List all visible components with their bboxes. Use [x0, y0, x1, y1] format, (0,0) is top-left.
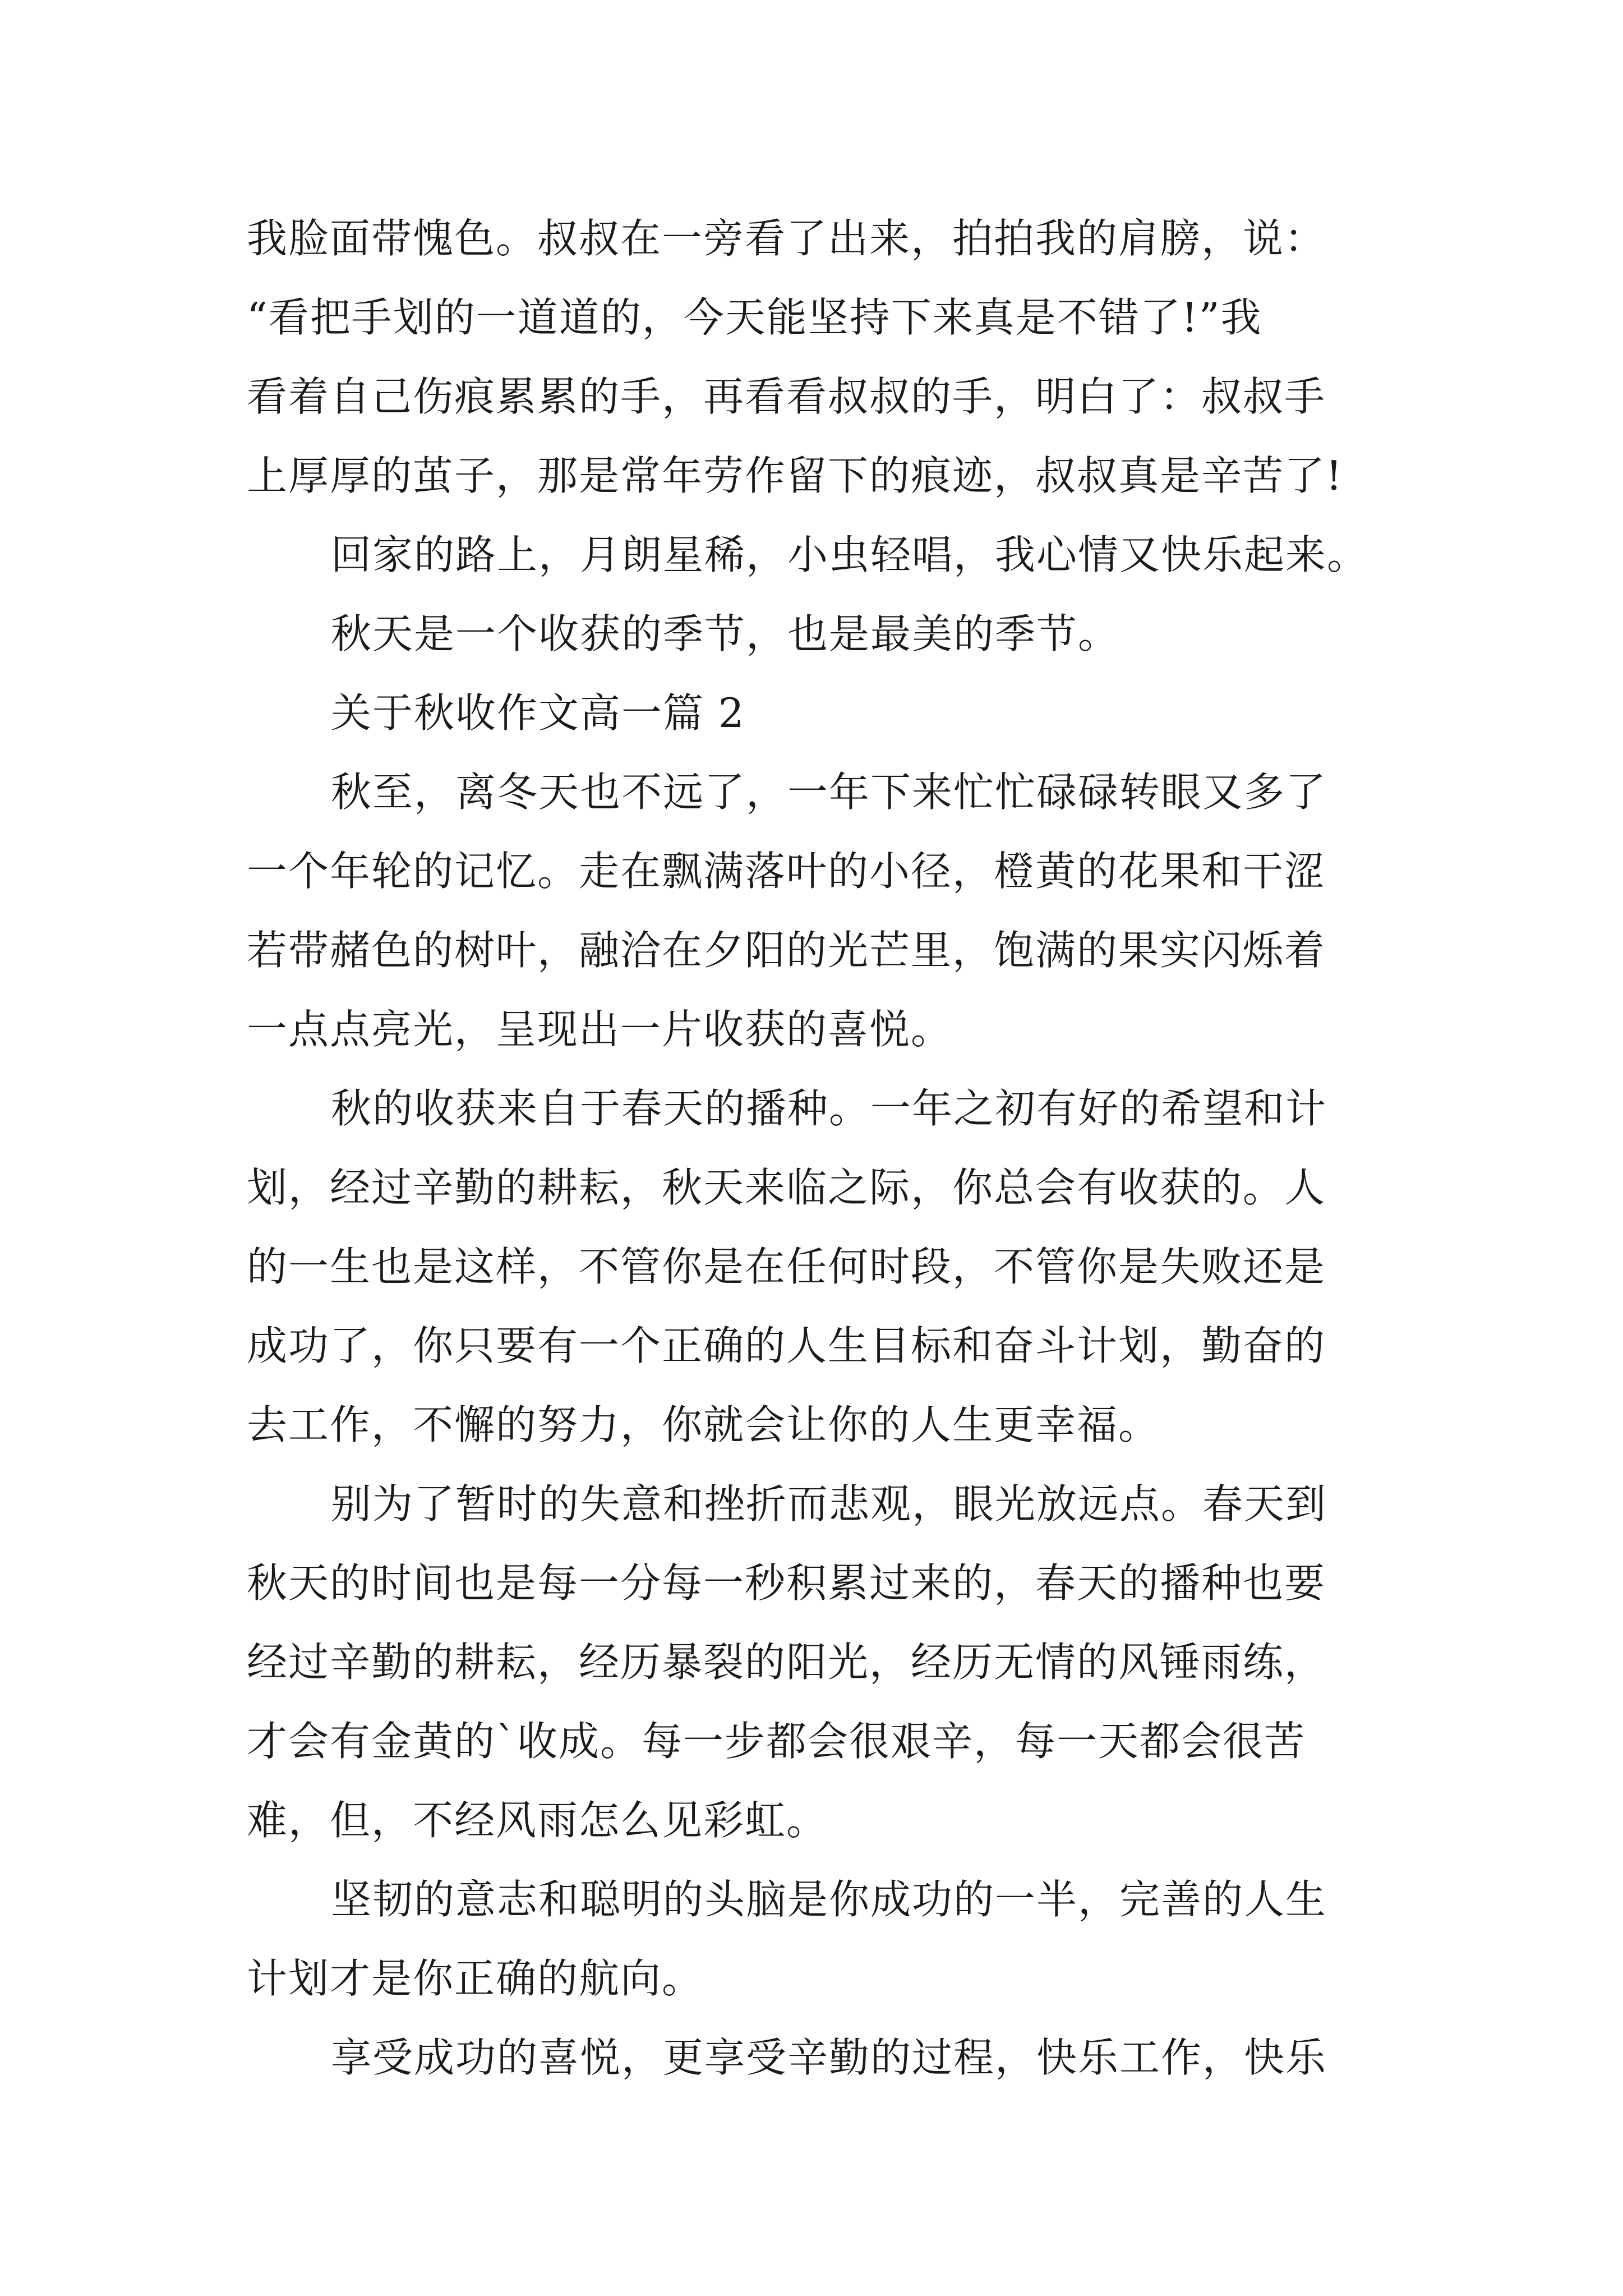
text-line: 才会有金黄的`收成。每一步都会很艰辛，每一天都会很苦 — [247, 1718, 1306, 1765]
paragraph — [247, 1069, 1385, 1465]
text-line: 秋的收获来自于春天的播种。一年之初有好的希望和计 — [331, 1085, 1327, 1132]
paragraph — [247, 1860, 1385, 2018]
text-line: 坚韧的意志和聪明的头脑是你成功的一半，完善的人生 — [331, 1876, 1327, 1923]
text-line: 一个年轮的记忆。走在飘满落叶的小径，橙黄的花果和干涩 — [247, 848, 1326, 895]
section-heading — [247, 674, 1385, 753]
text-line: 上厚厚的茧子，那是常年劳作留下的痕迹，叔叔真是辛苦了! — [247, 452, 1343, 499]
text-line: 计划才是你正确的航向。 — [247, 1955, 704, 2002]
paragraph — [247, 595, 1385, 674]
document-body — [247, 199, 1385, 2097]
heading-text: 关于秋收作文高一篇 2 — [331, 689, 745, 737]
paragraph — [247, 2018, 1385, 2097]
text-line: 秋天的时间也是每一分每一秒积累过来的，春天的播种也要 — [247, 1559, 1326, 1607]
text-line: 经过辛勤的耕耘，经历暴裂的阳光，经历无情的风锤雨练， — [247, 1639, 1326, 1686]
text-line: 回家的路上，月朗星稀，小虫轻唱，我心情又快乐起来。 — [331, 531, 1369, 578]
text-line: 难，但，不经风雨怎么见彩虹。 — [247, 1797, 828, 1844]
text-line: 别为了暂时的失意和挫折而悲观，眼光放远点。春天到 — [331, 1480, 1327, 1527]
text-line: 秋天是一个收获的季节，也是最美的季节。 — [331, 610, 1120, 657]
text-line: 若带赭色的树叶，融洽在夕阳的光芒里，饱满的果实闪烁着 — [247, 927, 1326, 974]
text-line: 我脸面带愧色。叔叔在一旁看了出来，拍拍我的肩膀，说： — [247, 215, 1326, 262]
paragraph — [247, 516, 1385, 595]
text-line: 的一生也是这样，不管你是在任何时段，不管你是失败还是 — [247, 1243, 1326, 1290]
text-line: 秋至，离冬天也不远了，一年下来忙忙碌碌转眼又多了 — [331, 769, 1327, 816]
paragraph — [247, 199, 1385, 516]
paragraph — [247, 1465, 1385, 1860]
text-line: 去工作，不懈的努力，你就会让你的人生更幸福。 — [247, 1401, 1160, 1448]
text-line: “看把手划的一道道的，今天能坚持下来真是不错了!”我 — [247, 294, 1262, 341]
text-line: 一点点亮光，呈现出一片收获的喜悦。 — [247, 1006, 953, 1053]
text-line: 享受成功的喜悦，更享受辛勤的过程，快乐工作，快乐 — [331, 2034, 1327, 2081]
paragraph — [247, 753, 1385, 1069]
text-line: 成功了，你只要有一个正确的人生目标和奋斗计划，勤奋的 — [247, 1322, 1326, 1369]
text-line: 看着自己伤痕累累的手，再看看叔叔的手，明白了：叔叔手 — [247, 373, 1326, 420]
text-line: 划，经过辛勤的耕耘，秋天来临之际，你总会有收获的。人 — [247, 1164, 1326, 1211]
